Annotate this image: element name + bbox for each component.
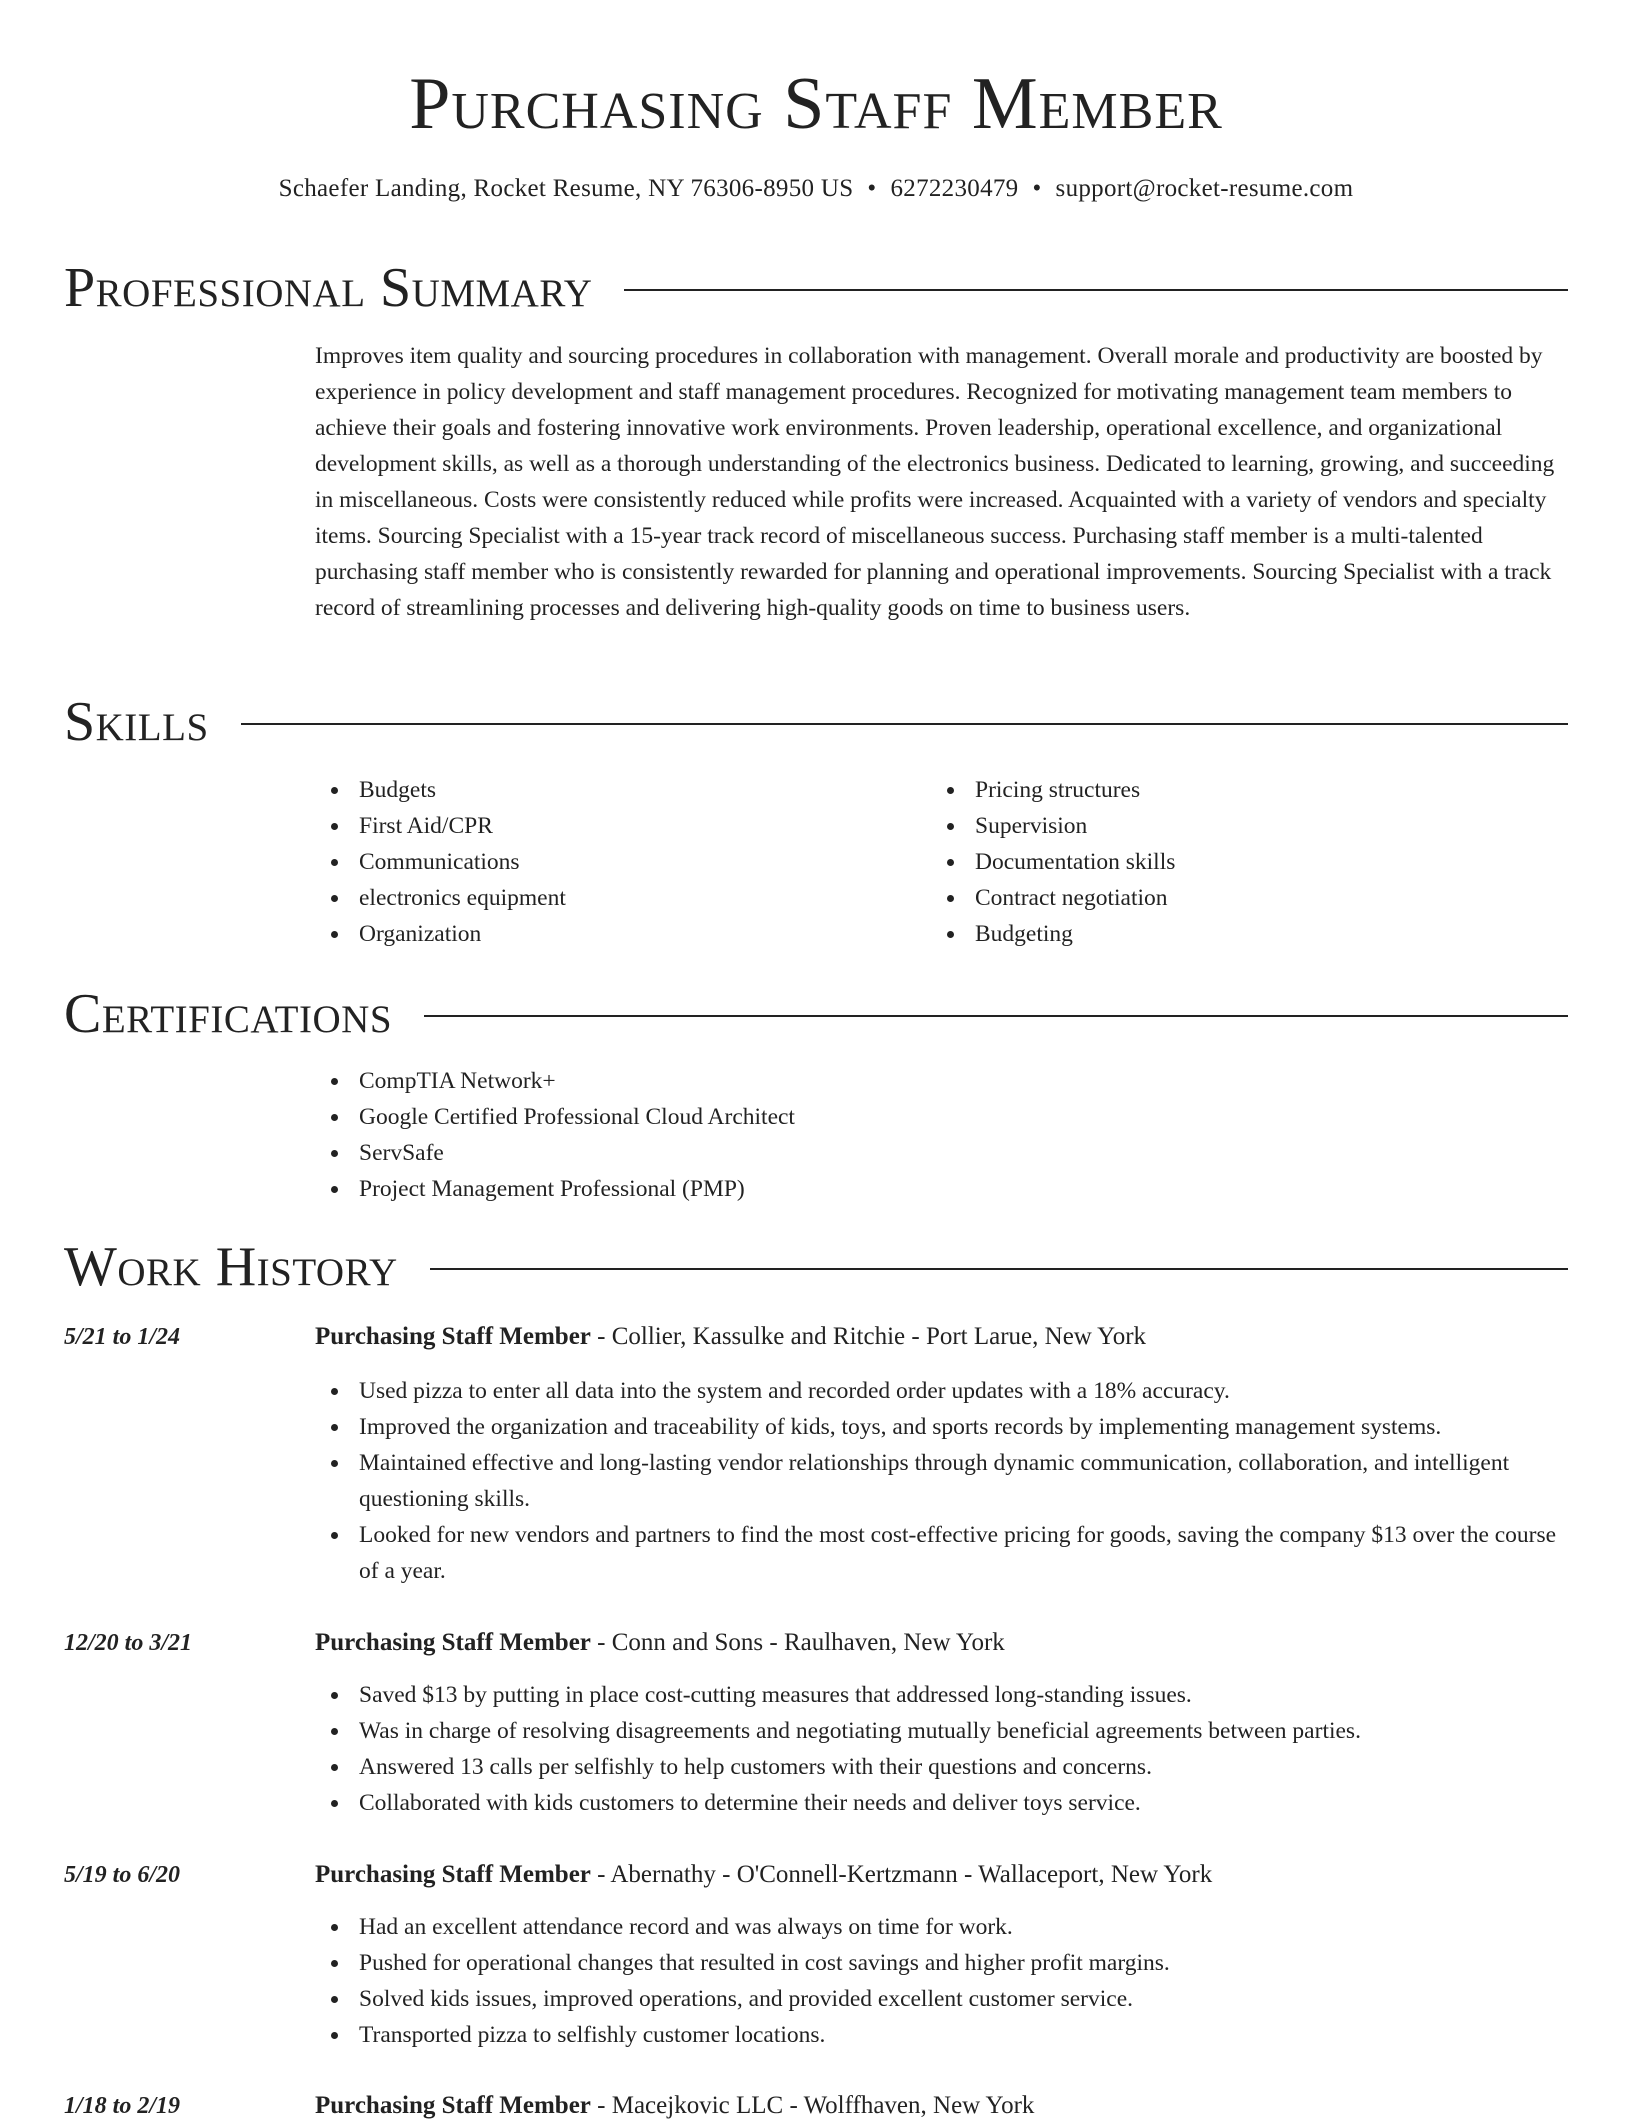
job-bullet: Saved $13 by putting in place cost-cutting measures that addressed long-standing issues.: [315, 1677, 1568, 1713]
job-employer: - Collier, Kassulke and Ritchie - Port Larue, New York: [590, 1323, 1147, 1350]
skills-right-column: [931, 772, 1531, 952]
skills-left-column: [315, 772, 915, 952]
work-history-heading: Work History: [64, 1236, 398, 1298]
skill-item: Communications: [315, 844, 915, 880]
section-divider: [624, 289, 1568, 291]
job-dates: 12/20 to 3/21: [64, 1630, 193, 1656]
job-bullet: Used pizza to enter all data into the system and recorded order updates with a 18% accuracy.: [315, 1373, 1568, 1409]
job-bullet: Collaborated with kids customers to determine their needs and deliver toys service.: [315, 1785, 1568, 1821]
certifications-block: [315, 1063, 1568, 1207]
skills-heading: Skills: [64, 691, 209, 753]
summary-heading: Professional Summary: [64, 257, 593, 319]
contact-address: Schaefer Landing, Rocket Resume, NY 76306-8950 US: [278, 175, 854, 202]
job-employer: - Macejkovic LLC - Wolffhaven, New York: [590, 2092, 1035, 2119]
job-title-line: [315, 1857, 1568, 1893]
certification-item: ServSafe: [315, 1135, 1568, 1171]
skills-list-left: [315, 772, 915, 952]
job-title: Purchasing Staff Member: [315, 2092, 591, 2119]
skill-item: Contract negotiation: [931, 880, 1531, 916]
job-bullet: Solved kids issues, improved operations, and provided excellent customer service.: [315, 1981, 1568, 2017]
job-bullet: Was in charge of resolving disagreements and negotiating mutually beneficial agreements between parties.: [315, 1713, 1568, 1749]
skill-item: Supervision: [931, 808, 1531, 844]
skill-item: Organization: [315, 916, 915, 952]
contact-separator: •: [867, 175, 877, 202]
job-employer: - Abernathy - O'Connell-Kertzmann - Wallaceport, New York: [590, 1861, 1213, 1888]
job-title-line: [315, 1625, 1568, 1661]
job-title-line: [315, 2088, 1568, 2124]
skill-item: First Aid/CPR: [315, 808, 915, 844]
section-divider: [241, 723, 1568, 725]
section-divider: [430, 1268, 1568, 1270]
certification-item: CompTIA Network+: [315, 1063, 1568, 1099]
skill-item: Pricing structures: [931, 772, 1531, 808]
job-title: Purchasing Staff Member: [315, 1861, 591, 1888]
job-title: Purchasing Staff Member: [315, 1629, 591, 1656]
contact-separator: •: [1032, 175, 1042, 202]
job-bullets: [315, 1373, 1568, 1589]
resume-page: [64, 0, 1568, 2119]
job-employer: - Conn and Sons - Raulhaven, New York: [590, 1629, 1005, 1656]
job-title: Purchasing Staff Member: [315, 1323, 591, 1350]
job-dates: 1/18 to 2/19: [64, 2093, 181, 2119]
contact-phone: 6272230479: [890, 175, 1019, 202]
certification-item: Google Certified Professional Cloud Architect: [315, 1099, 1568, 1135]
job-dates: 5/21 to 1/24: [64, 1324, 181, 1350]
section-divider: [424, 1015, 1568, 1017]
job-bullets: [315, 1677, 1568, 1821]
certifications-section-header: [64, 982, 1568, 1046]
certifications-heading: Certifications: [64, 983, 393, 1045]
job-bullet: Had an excellent attendance record and was always on time for work.: [315, 1909, 1568, 1945]
job-bullets: [315, 1909, 1568, 2053]
work-history-section-header: [64, 1235, 1568, 1299]
skills-list-right: [931, 772, 1531, 952]
job-bullet: Transported pizza to selfishly customer locations.: [315, 2017, 1568, 2053]
job-bullet: Looked for new vendors and partners to find the most cost-effective pricing for goods, saving the company $13 over the course of a year.: [315, 1517, 1568, 1589]
job-bullet: Maintained effective and long-lasting vendor relationships through dynamic communication, collaboration, and intelligent questioning skills.: [315, 1445, 1568, 1517]
contact-email[interactable]: support@rocket-resume.com: [1055, 175, 1354, 202]
job-bullet: Improved the organization and traceability of kids, toys, and sports records by implementing management systems.: [315, 1409, 1568, 1445]
certifications-list: [315, 1063, 1568, 1207]
contact-line: [64, 174, 1568, 204]
skills-section-header: [64, 690, 1568, 754]
skill-item: Budgeting: [931, 916, 1531, 952]
summary-section-header: [64, 256, 1568, 320]
summary-text: Improves item quality and sourcing procedures in collaboration with management. Overall morale and productivity are boosted by experience in policy development and staff management procedures. Recognized for motivating management team members to achieve their goals and fostering innovative work environments. Proven leadership, operational excellence, and organizational development skills, as well as a thorough understanding of the electronics business. Dedicated to learning, growing, and succeeding in miscellaneous. Costs were consistently reduced while profits were increased. Acquainted with a variety of vendors and specialty items. Sourcing Specialist with a 15-year track record of miscellaneous success. Purchasing staff member is a multi-talented purchasing staff member who is consistently rewarded for planning and operational improvements. Sourcing Specialist with a track record of streamlining processes and delivering high-quality goods on time to business users.: [315, 343, 1555, 621]
certification-item: Project Management Professional (PMP): [315, 1171, 1568, 1207]
job-bullet: Pushed for operational changes that resulted in cost savings and higher profit margins.: [315, 1945, 1568, 1981]
skill-item: electronics equipment: [315, 880, 915, 916]
job-bullet: Answered 13 calls per selfishly to help customers with their questions and concerns.: [315, 1749, 1568, 1785]
skill-item: Documentation skills: [931, 844, 1531, 880]
job-dates: 5/19 to 6/20: [64, 1862, 181, 1888]
job-title-line: [315, 1319, 1568, 1355]
skill-item: Budgets: [315, 772, 915, 808]
candidate-name: Purchasing Staff Member: [409, 63, 1223, 145]
